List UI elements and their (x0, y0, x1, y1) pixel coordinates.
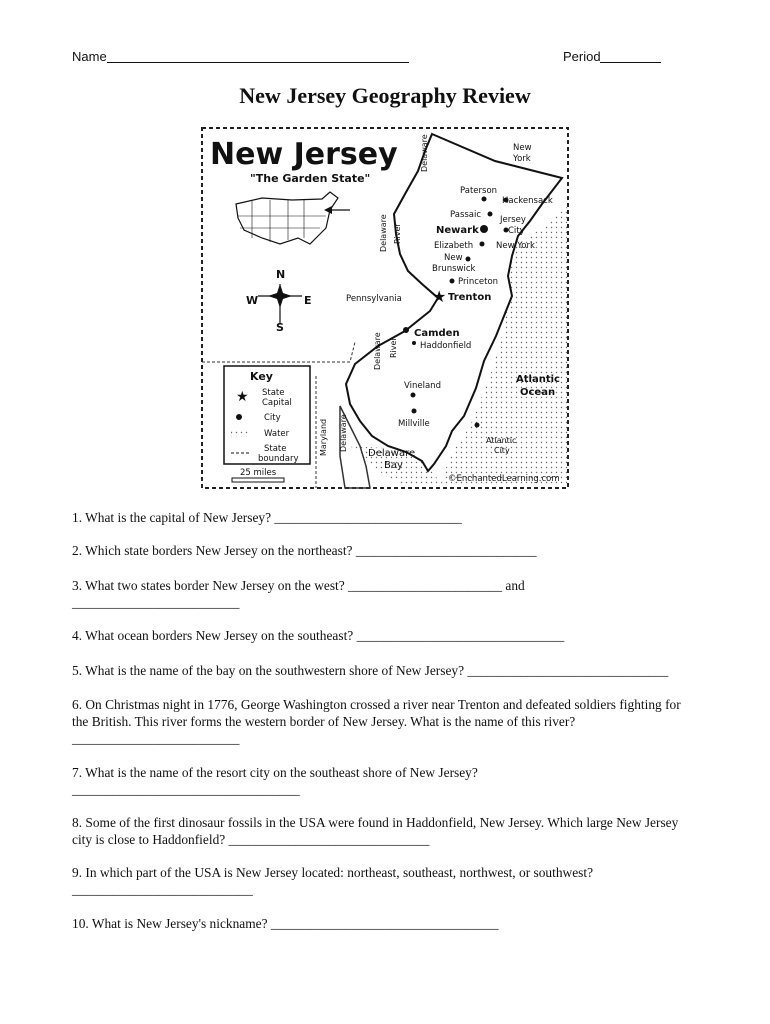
question-3: 3. What two states border New Jersey on the west? _______________________ and (72, 578, 525, 593)
compass-w: W (246, 294, 259, 307)
question-1: 1. What is the capital of New Jersey? ____________________________ (72, 510, 462, 525)
question-3-blank[interactable]: _________________________ (72, 595, 240, 610)
label-jersey-city-1: Jersey (500, 215, 526, 225)
label-new-york-state-2: York (513, 154, 531, 164)
label-atlantic-ocean-1: Atlantic (516, 374, 560, 385)
compass-e: E (304, 294, 312, 307)
key-star-icon: ★ (236, 389, 249, 405)
compass-s: S (276, 321, 284, 334)
label-trenton: Trenton (448, 292, 492, 303)
key-boundary-1: State (264, 444, 287, 454)
key-capital-1: State (262, 388, 285, 398)
label-princeton: Princeton (458, 277, 499, 287)
label-new-york-state-1: New (513, 143, 532, 153)
question-6-blank[interactable]: _________________________ (72, 731, 240, 746)
key-boundary-2: boundary (258, 454, 299, 464)
scale-bar (232, 478, 284, 482)
label-camden: Camden (414, 328, 460, 339)
question-5: 5. What is the name of the bay on the southwestern shore of New Jersey? ______________________________ (72, 663, 669, 678)
compass-n: N (276, 268, 286, 281)
question-7: 7. What is the name of the resort city on the southeast shore of New Jersey? (72, 765, 478, 780)
question-8: 8. Some of the first dinosaur fossils in the USA were found in Haddonfield, New Jersey. Which large New Jersey city is close to Haddonfield? ______________________________ (72, 815, 679, 847)
question-9: 9. In which part of the USA is New Jersey located: northeast, southeast, northwest, or southwest? (72, 865, 594, 880)
key-city: City (264, 413, 281, 423)
question-6: 6. On Christmas night in 1776, George Washington crossed a river near Trenton and defeated soldiers fighting for the British. This river forms the western border of New Jersey. What is the name of this river? (72, 697, 681, 729)
period-label: Period (563, 49, 601, 64)
label-delaware-river-1: Delaware (379, 214, 388, 252)
label-hackensack: Hackensack (502, 196, 553, 206)
question-10: 10. What is New Jersey's nickname? __________________________________ (72, 916, 499, 931)
question-9-blank[interactable]: ___________________________ (72, 882, 253, 897)
label-passaic: Passaic (450, 210, 482, 220)
key-title: Key (250, 370, 273, 383)
usa-locator-map (236, 192, 350, 244)
name-field[interactable] (107, 62, 409, 63)
label-elizabeth: Elizabeth (434, 241, 474, 251)
label-delaware-bay-1: Delaware (368, 448, 416, 459)
key-water-icon (231, 429, 249, 437)
map-key (224, 366, 310, 482)
label-atlantic-city-1: Atlantic (486, 436, 517, 445)
state-boundary-line (202, 342, 355, 362)
key-capital-2: Capital (262, 398, 292, 408)
label-delaware-river-2: River (393, 223, 402, 244)
label-credit: ©EnchantedLearning.com (448, 474, 560, 484)
compass-rose (246, 268, 312, 334)
label-delaware-river-low-2: River (389, 337, 398, 358)
label-new-brunswick-1: New (444, 253, 463, 263)
label-paterson: Paterson (460, 186, 498, 196)
label-vineland: Vineland (404, 381, 441, 391)
label-maryland: Maryland (319, 418, 328, 456)
map-heading: New Jersey (210, 137, 398, 172)
label-atlantic-ocean-2: Ocean (520, 387, 556, 398)
label-millville: Millville (398, 419, 430, 429)
label-haddonfield: Haddonfield (420, 341, 472, 351)
question-7-blank[interactable]: __________________________________ (72, 782, 300, 797)
label-delaware-state: Delaware (339, 414, 348, 452)
label-atlantic-city-2: City (494, 446, 510, 455)
trenton-star-icon: ★ (432, 287, 447, 306)
period-field[interactable] (600, 62, 661, 63)
question-4: 4. What ocean borders New Jersey on the southeast? _______________________________ (72, 628, 565, 643)
key-scale: 25 miles (240, 468, 277, 478)
label-delaware-river-low-1: Delaware (373, 332, 382, 370)
question-2: 2. Which state borders New Jersey on the northeast? ___________________________ (72, 543, 537, 558)
map-nickname: "The Garden State" (250, 172, 371, 185)
key-city-icon (236, 414, 242, 420)
label-delaware-top: Delaware (420, 134, 429, 172)
label-new-brunswick-2: Brunswick (432, 264, 476, 274)
name-label: Name (72, 49, 107, 64)
label-newark: Newark (436, 225, 479, 236)
key-water: Water (264, 429, 290, 439)
label-delaware-bay-2: Bay (384, 460, 403, 471)
label-jersey-city-2: City (508, 226, 525, 236)
new-jersey-map (200, 126, 572, 492)
label-pennsylvania: Pennsylvania (346, 294, 402, 304)
page-title: New Jersey Geography Review (239, 83, 531, 108)
label-new-york-city: New York (496, 241, 535, 251)
